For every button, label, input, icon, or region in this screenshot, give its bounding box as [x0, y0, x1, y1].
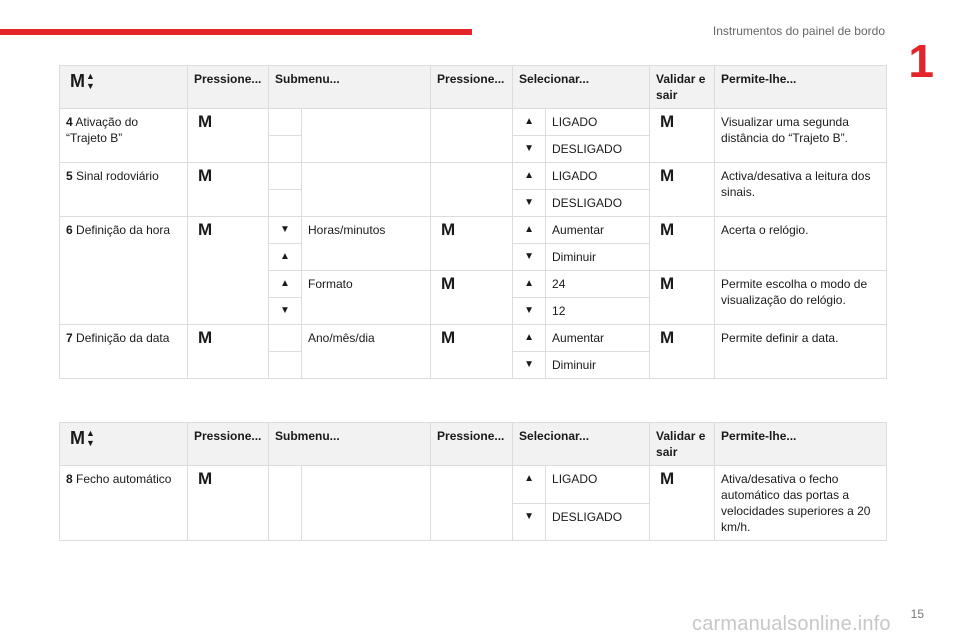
option-description: Permite definir a data.	[715, 325, 887, 379]
header-press-2: Pressione...	[431, 66, 513, 109]
arrow-down-icon: ▼	[513, 136, 546, 163]
arrow-up-icon: ▲	[513, 163, 546, 190]
table-row	[60, 109, 887, 136]
option-value: Aumentar	[546, 325, 650, 352]
header-press-2: Pressione...	[431, 423, 513, 466]
menu-updown-icon: M ▲ ▼	[70, 71, 95, 91]
submenu-value: Formato	[302, 271, 431, 325]
header-allows: Permite-lhe...	[715, 66, 887, 109]
arrow-down-icon: ▼	[513, 190, 546, 217]
m-key-icon: M	[660, 274, 675, 293]
header-validate: Validar e sair	[650, 66, 715, 109]
option-value: 24	[546, 271, 650, 298]
header-icon-cell	[60, 66, 188, 109]
arrow-down-icon: ▼	[513, 298, 546, 325]
option-description: Acerta o relógio.	[715, 217, 887, 271]
arrow-up-icon: ▲	[513, 109, 546, 136]
option-value: LIGADO	[546, 466, 650, 504]
option-value: DESLIGADO	[546, 503, 650, 541]
table-row	[60, 217, 887, 244]
table-row	[60, 163, 887, 190]
header-icon-cell	[60, 423, 188, 466]
option-label: 4 Ativação do “Trajeto B”	[60, 109, 188, 163]
option-description: Visualizar uma segunda distância do “Trajeto B”.	[715, 109, 887, 163]
m-key-icon: M	[198, 220, 213, 239]
section-title: Instrumentos do painel de bordo	[712, 24, 885, 38]
option-value: 12	[546, 298, 650, 325]
options-table-2	[59, 422, 887, 541]
arrow-down-icon: ▼	[269, 298, 302, 325]
option-value: Diminuir	[546, 352, 650, 379]
submenu-value: Horas/minutos	[302, 217, 431, 271]
option-description: Ativa/desativa o fecho automático das portas a velocidades superiores a 20 km/h.	[715, 466, 887, 541]
header-select: Selecionar...	[513, 423, 650, 466]
table-header-row	[60, 423, 887, 466]
watermark: carmanualsonline.info	[692, 613, 891, 635]
m-key-icon: M	[441, 328, 456, 347]
option-value: Diminuir	[546, 244, 650, 271]
m-key-icon: M	[198, 469, 213, 488]
arrow-up-icon: ▲	[513, 271, 546, 298]
m-key-icon: M	[660, 469, 675, 488]
header-accent-bar	[0, 29, 472, 35]
menu-updown-icon: M ▲ ▼	[70, 428, 95, 448]
chapter-number: 1	[908, 35, 934, 87]
header-validate: Validar e sair	[650, 423, 715, 466]
option-label: 8 Fecho automático	[60, 466, 188, 541]
arrow-up-icon: ▲	[513, 325, 546, 352]
arrow-down-icon: ▼	[513, 352, 546, 379]
m-key-icon: M	[660, 328, 675, 347]
option-value: Aumentar	[546, 217, 650, 244]
option-label: 5 Sinal rodoviário	[60, 163, 188, 217]
arrow-down-icon: ▼	[269, 217, 302, 244]
header-submenu: Submenu...	[269, 66, 431, 109]
option-value: LIGADO	[546, 109, 650, 136]
header-allows: Permite-lhe...	[715, 423, 887, 466]
page-number: 15	[910, 607, 924, 621]
option-label: 6 Definição da hora	[60, 217, 188, 325]
arrow-up-icon: ▲	[513, 217, 546, 244]
m-key-icon: M	[198, 166, 213, 185]
option-description: Permite escolha o modo de visualização do relógio.	[715, 271, 887, 325]
option-description: Activa/desativa a leitura dos sinais.	[715, 163, 887, 217]
option-value: LIGADO	[546, 163, 650, 190]
header-select: Selecionar...	[513, 66, 650, 109]
arrow-down-icon: ▼	[513, 244, 546, 271]
option-label: 7 Definição da data	[60, 325, 188, 379]
m-key-icon: M	[660, 112, 675, 131]
arrow-up-icon: ▲	[269, 271, 302, 298]
m-key-icon: M	[198, 328, 213, 347]
option-value: DESLIGADO	[546, 136, 650, 163]
arrow-up-icon: ▲	[269, 244, 302, 271]
option-value: DESLIGADO	[546, 190, 650, 217]
m-key-icon: M	[441, 220, 456, 239]
table-row	[60, 325, 887, 352]
arrow-down-icon: ▼	[513, 503, 546, 541]
arrow-up-icon: ▲	[513, 466, 546, 504]
options-table-1	[59, 65, 887, 379]
m-key-icon: M	[660, 220, 675, 239]
table-row	[60, 466, 887, 504]
header-press: Pressione...	[188, 423, 269, 466]
m-key-icon: M	[198, 112, 213, 131]
submenu-value: Ano/mês/dia	[302, 325, 431, 379]
header-press: Pressione...	[188, 66, 269, 109]
m-key-icon: M	[660, 166, 675, 185]
table-header-row	[60, 66, 887, 109]
m-key-icon: M	[441, 274, 456, 293]
header-submenu: Submenu...	[269, 423, 431, 466]
